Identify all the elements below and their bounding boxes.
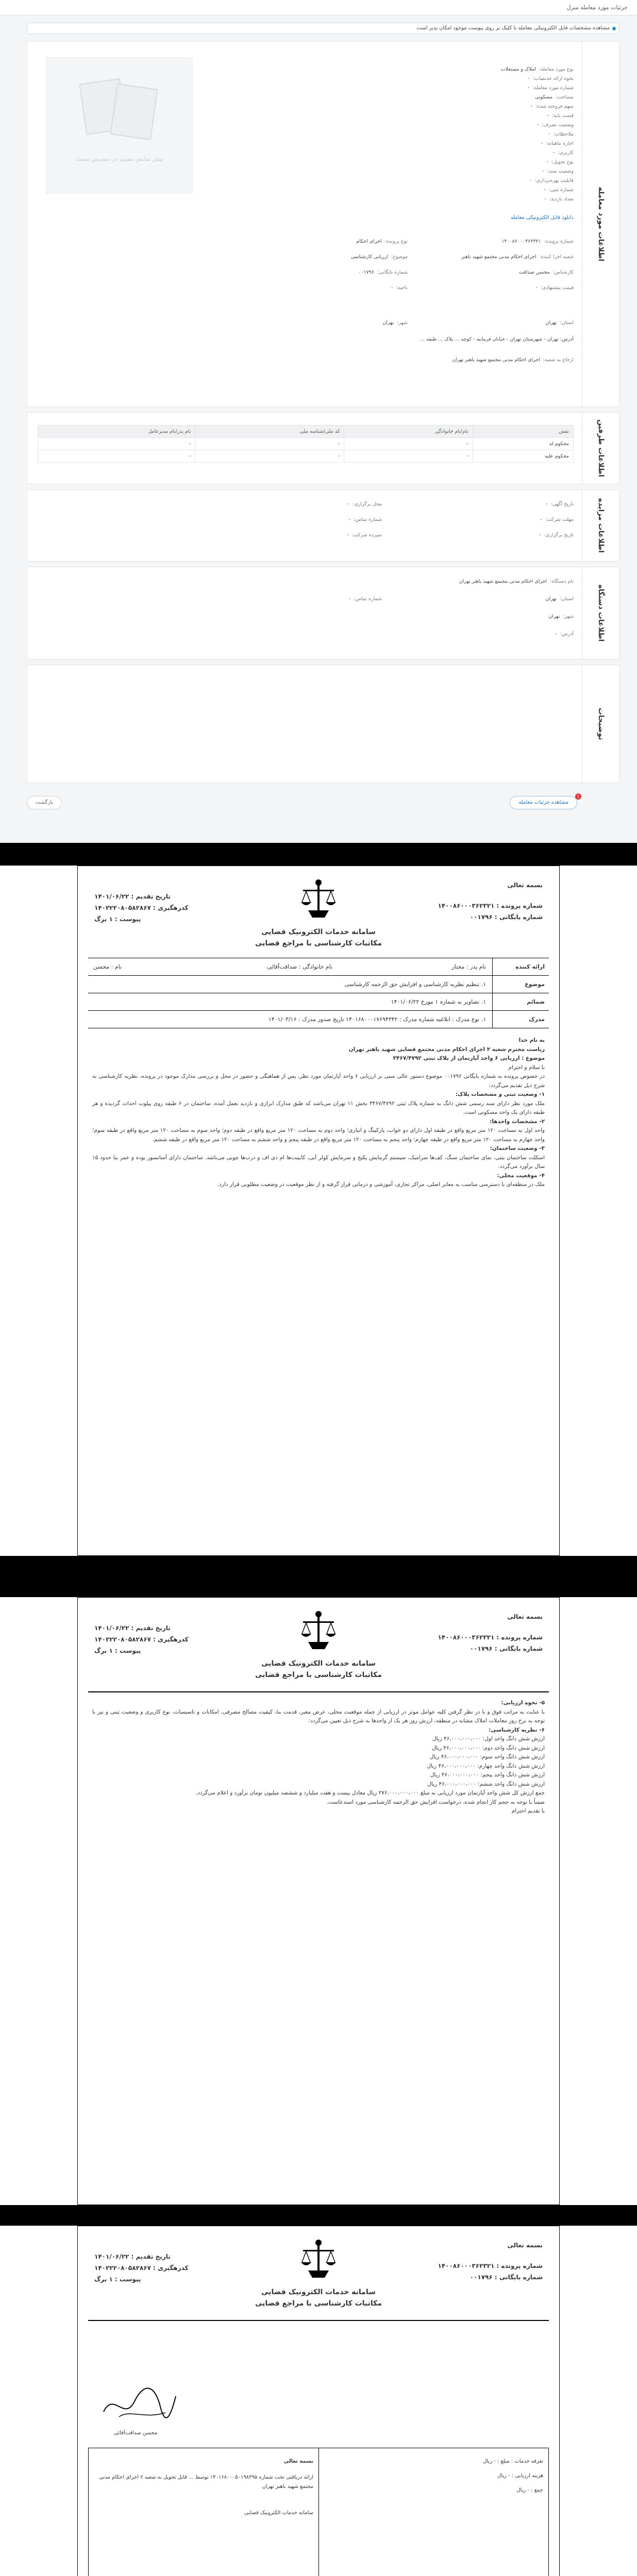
header-org: سامانه خدمات الکترونیک قضایی bbox=[261, 1659, 376, 1668]
fee-box-divider bbox=[318, 2448, 319, 2576]
header-archive-no: شماره بایگانی : ۰۰۱۷۹۶ bbox=[470, 913, 543, 921]
report-header bbox=[88, 2226, 549, 2324]
body-para: ۴- موقعیت محلی: bbox=[497, 1172, 545, 1179]
meta-row-subject bbox=[88, 976, 549, 993]
judiciary-emblem-icon bbox=[298, 876, 339, 923]
body-para: ارزش شش دانگ واحد دوم: ۴۶،۰۰۰،۰۰۰،۰۰۰ ریال bbox=[432, 1744, 545, 1751]
office-label: اطلاعات دستگاه bbox=[596, 584, 605, 642]
report-meta-table bbox=[88, 958, 549, 1028]
deal-row: مساحت:مسکونی bbox=[534, 94, 574, 100]
placeholder-text: پیش نمایش تصویر در دسترس نیست bbox=[75, 156, 163, 162]
body-para: با تقدیم احترام bbox=[511, 1808, 545, 1814]
office-row: آدرس:- bbox=[555, 631, 574, 637]
fee-line: هزینه ارزیابی : - ریال bbox=[497, 2473, 543, 2479]
description-label-cell bbox=[582, 665, 619, 783]
reg-row: شماره پرونده:۱۴۰۰۸۶۰۰۰۳۶۲۳۲۱ bbox=[501, 239, 574, 244]
meta-value: نام پدر : مختار bbox=[451, 963, 486, 970]
header-attachment: پیوست : ۱ برگ bbox=[94, 1647, 141, 1654]
header-file-no: شماره پرونده : ۱۴۰۰۸۶۰۰۰۳۶۲۳۲۱ bbox=[438, 902, 543, 909]
reg-row: قیمت پیشنهادی:- bbox=[535, 285, 574, 291]
fee-line: جمع : - ریال bbox=[516, 2487, 543, 2493]
receipt-text: ارائه دریافتی تحت شماره ۱۴۰۱۶۸۰۰۰۵۰۱۹۸۳۹۵ توسط ... قابل تحویل به شعبه ۲ اجرای احکام مدنی مجتمع شهید باهنر تهران bbox=[99, 2475, 313, 2489]
table-header: نقش bbox=[473, 426, 573, 438]
header-org: سامانه خدمات الکترونیک قضایی bbox=[261, 2288, 376, 2296]
reg-row: ناحیه:- bbox=[391, 285, 408, 291]
parties-section bbox=[27, 412, 619, 484]
judiciary-emblem-icon bbox=[298, 2236, 339, 2283]
parties-label: اطلاعات طرفین bbox=[596, 419, 605, 477]
auction-label-cell bbox=[582, 490, 619, 561]
header-attachment: پیوست : ۱ برگ bbox=[94, 2276, 141, 2283]
meta-value: نام : محسن bbox=[93, 963, 122, 970]
body-para: اسکلت ساختمان بتنی، نمای ساختمان سنگ، کف‌ها سرامیک، سیستم گرمایش پکیج و سرمایش کولر آبی، کابینت‌ها ام دی اف و درب‌ها چوبی می‌باشد. ساختمان دارای آسانسور بوده و عمر بنا حدود ۱۵ سال برآورد می‌گردد. bbox=[92, 1154, 545, 1170]
table-header: کد ملی/شناسه ملی bbox=[195, 426, 344, 438]
info-alert-text: مشاهده مشخصات فایل الکترونیکی معامله با کلیک بر روی پیوست موجود امکان پذیر است bbox=[416, 25, 610, 31]
deal-row: شماره مورد معامله:- bbox=[527, 85, 574, 91]
view-deal-button[interactable]: مشاهده جزئیات معامله bbox=[510, 796, 577, 809]
deal-info-section bbox=[27, 41, 619, 407]
deal-row: سهم فروخته شده:- bbox=[530, 104, 574, 109]
body-para: ارزش شش دانگ واحد ششم: ۴۶،۰۰۰،۰۰۰،۰۰۰ ریال bbox=[427, 1781, 545, 1787]
body-para: در خصوص پرونده به شماره بایگانی ۰۰۱۷۹۶ موضوع دستور عالی مبنی بر ارزیابی ۶ واحد آپارتمان مورد نظر، پس از هماهنگی و حضور در محل و بررسی مدارک موجود در پرونده، نظریه کارشناسی به شرح ذیل تقدیم می‌گردد: bbox=[92, 1073, 545, 1089]
meta-value: نام خانوادگی : صداقت‌آقائی bbox=[267, 963, 332, 970]
deal-row: تعداد بازدید:- bbox=[544, 196, 574, 202]
body-para: با سلام و احترام bbox=[508, 1064, 545, 1071]
office-row: شهر:تهران bbox=[548, 614, 574, 619]
header-archive-no: شماره بایگانی : ۰۰۱۷۹۶ bbox=[470, 2274, 543, 2281]
report-header bbox=[88, 1598, 549, 1696]
body-para: ۱- وضعیت ثبتی و مشخصات پلاک: bbox=[455, 1091, 545, 1097]
window-title: جزئیات مورد معامله منزل bbox=[566, 4, 628, 11]
document-icon bbox=[110, 83, 158, 140]
header-org: سامانه خدمات الکترونیک قضایی bbox=[261, 928, 376, 936]
expert-report-page-3 bbox=[77, 2226, 560, 2576]
window-title-bar bbox=[0, 0, 637, 15]
auction-section bbox=[27, 489, 619, 562]
deal-row: کاربری:- bbox=[553, 150, 574, 156]
image-placeholder bbox=[46, 57, 193, 194]
fee-line: تعرفه خدمات : مبلغ : - ریال bbox=[483, 2459, 543, 2464]
header-submit-date: تاریخ تقدیم : ۱۴۰۱/۰۶/۲۲ bbox=[94, 893, 171, 900]
header-org-sub: مکاتبات کارشناسی با مراجع قضایی bbox=[255, 2299, 382, 2308]
office-label-cell bbox=[582, 567, 619, 659]
deal-row: اجاره ماهیانه:- bbox=[541, 141, 574, 146]
auction-row: مهلت شرکت:- bbox=[540, 517, 574, 522]
header-bismillah: بسمه تعالی bbox=[507, 1613, 543, 1620]
table-cell: محکوم علیه bbox=[473, 450, 573, 463]
deal-row: قیمت پایه:- bbox=[547, 113, 574, 118]
body-para: واحد اول به مساحت ۱۲۰ متر مربع واقع در طبقه اول دارای دو خواب، پارکینگ و انباری؛ واحد دوم به مساحت ۱۲۰ متر مربع واقع در طبقه دوم؛ واحد سوم به مساحت ۱۲۰ متر مربع واقع در طبقه سوم؛ واحد چهارم به مساحت ۱۲۰ متر مربع واقع در طبقه چهارم؛ واحد پنجم به مساحت ۱۲۰ متر مربع واقع در طبقه پنجم و واحد ششم به مساحت ۱۲۰ متر مربع واقع در طبقه ششم. bbox=[92, 1127, 545, 1143]
table-header: نام/نام خانوادگی bbox=[344, 426, 473, 438]
meta-key: ارائه کننده bbox=[492, 958, 549, 976]
deal-row: نحوه ارائه حدنصاب:- bbox=[528, 76, 574, 81]
office-row: شماره تماس:- bbox=[348, 596, 382, 602]
parties-label-cell bbox=[582, 413, 619, 484]
body-para: ضمناً با توجه به حجم کار انجام شده، درخواست افزایش حق الزحمه کارشناسی مورد استدعاست. bbox=[326, 1799, 545, 1805]
header-divider bbox=[88, 1691, 549, 1692]
header-submit-date: تاریخ تقدیم : ۱۴۰۱/۰۶/۲۲ bbox=[94, 1624, 171, 1632]
body-para: ارزش شش دانگ واحد اول: ۴۶،۰۰۰،۰۰۰،۰۰۰ ریال bbox=[432, 1736, 545, 1742]
body-para: ۳- وضعیت ساختمان: bbox=[490, 1145, 545, 1151]
auction-row: تاریخ برگزاری:- bbox=[539, 532, 574, 538]
header-org-sub: مکاتبات کارشناسی با مراجع قضایی bbox=[255, 939, 382, 947]
header-tracking-code: کدرهگیری : ۱۴۰۲۲۲۰۸۰۵۸۲۸۶۷ bbox=[94, 904, 189, 911]
header-file-no: شماره پرونده : ۱۴۰۰۸۶۰۰۰۳۶۲۳۲۱ bbox=[438, 1634, 543, 1641]
reg-row: نوع پرونده:اجرای احکام bbox=[356, 239, 408, 244]
deal-info-label: اطلاعات مورد معامله bbox=[596, 187, 605, 262]
expert-report-page-2 bbox=[77, 1597, 560, 2205]
header-attachment: پیوست : ۱ برگ bbox=[94, 916, 141, 923]
office-row: نام دستگاه:اجرای احکام مدنی مجتمع شهید باهنر تهران bbox=[459, 579, 574, 584]
body-para: با عنایت به مراتب فوق و با در نظر گرفتن کلیه عوامل موثر در ارزیابی از جمله موقعیت محلی، عرض معبر، قدمت بنا، کیفیت مصالح مصرفی، امکانات و تاسیسات، نوع کاربری و وضعیت ثبتی و نیز با توجه به نرخ روز معاملات املاک مشابه در منطقه، ارزش روز هر یک از واحدها به شرح ذیل تعیین می‌گردد: bbox=[92, 1708, 545, 1724]
header-org-sub: مکاتبات کارشناسی با مراجع قضایی bbox=[255, 1671, 382, 1679]
notification-badge: 1 bbox=[575, 793, 581, 800]
body-para: جمع ارزش کل شش واحد آپارتمان مورد ارزیابی به مبلغ ۲۷۶،۰۰۰،۰۰۰،۰۰۰ ریال معادل بیست و هفت میلیارد و ششصد میلیون تومان برآورد و اعلام می‌گردد. bbox=[195, 1790, 545, 1796]
separator-band bbox=[0, 843, 637, 866]
back-button[interactable]: بازگشت bbox=[27, 796, 62, 809]
separator-band bbox=[0, 1556, 637, 1597]
receipt-title: بسمه تعالی bbox=[283, 2459, 313, 2464]
body-para: ریاست محترم شعبه ۲ اجرای احکام مدنی مجتمع قضایی شهید باهنر تهران bbox=[348, 1046, 545, 1053]
reg-row: کارشناس:محسن صداقت bbox=[518, 269, 574, 275]
report-body-2 bbox=[92, 1699, 545, 2162]
header-tracking-code: کدرهگیری : ۱۴۰۲۲۲۰۸۰۵۸۲۸۶۷ bbox=[94, 2264, 189, 2272]
body-para: ارزش شش دانگ واحد چهارم: ۴۶،۰۰۰،۰۰۰،۰۰۰ ریال bbox=[427, 1762, 545, 1769]
table-cell: محکوم له bbox=[473, 438, 573, 450]
header-tracking-code: کدرهگیری : ۱۴۰۲۲۲۰۸۰۵۸۲۸۶۷ bbox=[94, 1636, 189, 1643]
deal-row: ملاحظات:- bbox=[548, 131, 574, 137]
reg-row: شعبه اجرا کننده:اجرای احکام مدنی مجتمع شهید باهنر bbox=[461, 254, 574, 260]
report-body-1 bbox=[92, 1036, 545, 1546]
table-row bbox=[38, 438, 574, 450]
info-icon bbox=[612, 27, 616, 30]
meta-key: مدرک bbox=[492, 1011, 549, 1028]
header-archive-no: شماره بایگانی : ۰۰۱۷۹۶ bbox=[470, 1645, 543, 1652]
body-para: ۵- نحوه ارزیابی: bbox=[501, 1700, 545, 1706]
meta-row-sender bbox=[88, 958, 549, 976]
deal-row: شماره ثبتی:- bbox=[544, 187, 574, 193]
reg-row: موضوع:ارزیابی کارشناسی bbox=[350, 254, 408, 260]
reg-row: شماره بایگانی:۰۰۱۷۹۶ bbox=[358, 269, 408, 275]
table-cell: - bbox=[195, 438, 344, 450]
auction-row: شماره تماس:- bbox=[348, 517, 382, 522]
description-section bbox=[27, 665, 619, 783]
case-details-screen bbox=[0, 0, 637, 843]
expert-report-page-1 bbox=[77, 866, 560, 1556]
meta-row-attachments bbox=[88, 993, 549, 1011]
table-cell: - bbox=[344, 438, 473, 450]
deal-row: نوع تحویل:- bbox=[546, 159, 574, 165]
table-header: نام پدر/نام مدیرعامل bbox=[38, 426, 195, 438]
body-para: ملک مورد نظر دارای سند رسمی شش دانگ به شماره پلاک ثبتی ۳۴۶۷/۴۷۹۲ بخش ۱۱ تهران می‌باشد که طبق مدارک ابرازی و بازدید بعمل آمده، ساختمان در ۶ طبقه روی پیلوت احداث گردیده و هر طبقه دارای یک واحد مسکونی است. bbox=[92, 1100, 545, 1115]
fee-box bbox=[88, 2448, 549, 2576]
office-row: ارجاع به شعبه:اجرای احکام مدنی مجتمع شهید باهنر تهران bbox=[452, 357, 574, 363]
handwritten-signature-icon bbox=[98, 2381, 181, 2427]
table-cell: - bbox=[195, 450, 344, 463]
auction-label: اطلاعات مزایده bbox=[596, 498, 605, 553]
judiciary-emblem-icon bbox=[298, 1608, 339, 1654]
table-cell: - bbox=[344, 450, 473, 463]
location-row: شهر:تهران bbox=[382, 320, 408, 326]
parties-table bbox=[38, 425, 574, 463]
auction-row: محل برگزاری:- bbox=[347, 501, 382, 507]
address-row: آدرس: تهران - شهرستان تهران - خیابان فرمانیه - کوچه ... پلاک ... طبقه ... bbox=[420, 336, 574, 342]
receipt-org: سامانه خدمات الکترونیک قضایی bbox=[244, 2510, 313, 2516]
office-row: استان:تهران bbox=[545, 596, 574, 602]
table-header-row bbox=[38, 426, 574, 438]
auction-row: تاریخ آگهی:- bbox=[545, 501, 574, 507]
deal-row: وضعیت سند:- bbox=[542, 168, 574, 174]
body-para: ملک در منطقه‌ای با دسترسی مناسب به معابر اصلی، مراکز تجاری، آموزشی و درمانی قرار گرفته و از نظر موقعیت در وضعیت مطلوبی قرار دارد. bbox=[217, 1181, 545, 1188]
info-alert bbox=[27, 23, 619, 34]
separator-band bbox=[0, 2205, 637, 2226]
header-divider bbox=[88, 2320, 549, 2321]
meta-key: موضوع bbox=[492, 976, 549, 993]
meta-row-document bbox=[88, 1011, 549, 1028]
deal-row: وضعیت تصرف:- bbox=[537, 122, 574, 128]
header-file-no: شماره پرونده : ۱۴۰۰۸۶۰۰۰۳۶۲۳۲۱ bbox=[438, 2262, 543, 2269]
table-row bbox=[38, 450, 574, 463]
body-para: موضوع : ارزیابی ۶ واحد آپارتمان از پلاک ثبتی ۳۴۶۷/۴۷۹۲ bbox=[393, 1055, 545, 1061]
download-file-link[interactable]: دانلود فایل الکترونیکی معامله bbox=[510, 215, 574, 221]
table-cell: - bbox=[38, 450, 195, 463]
body-para: ۲- مشخصات واحدها: bbox=[490, 1118, 545, 1125]
deal-info-label-cell bbox=[582, 42, 619, 406]
header-submit-date: تاریخ تقدیم : ۱۴۰۱/۰۶/۲۲ bbox=[94, 2253, 171, 2260]
meta-value: ۱. تصاویر به شماره ۱ مورخ ۱۴۰۱/۰۶/۲۲ bbox=[391, 998, 486, 1005]
header-bismillah: بسمه تعالی bbox=[507, 2242, 543, 2249]
auction-row: سپرده شرکت:- bbox=[347, 532, 382, 538]
meta-value: ۱. تنظیم نظریه کارشناسی و افزایش حق الزحمه کارشناسی bbox=[344, 981, 486, 988]
deal-row: نوع مورد معامله:املاک و مستغلات bbox=[500, 66, 574, 72]
signer-name: محسن صداقت‌آقائی bbox=[114, 2430, 158, 2436]
meta-key: ضمائم bbox=[492, 993, 549, 1011]
meta-value: ۱. نوع مدرک : ابلاغیه شماره مدرک : ۱۴۰۱۶۸۰۰۰۱۷۶۹۴۳۴۲ تاریخ صدور مدرک : ۱۴۰۱/۰۳/۱۶ bbox=[268, 1016, 486, 1023]
body-para: ارزش شش دانگ واحد پنجم: ۴۶،۰۰۰،۰۰۰،۰۰۰ ریال bbox=[430, 1772, 545, 1778]
description-label: توضیحات bbox=[596, 707, 605, 740]
office-section bbox=[27, 567, 619, 659]
location-row: استان:تهران bbox=[545, 320, 574, 326]
body-para: ۶- نظریه کارشناسی: bbox=[489, 1726, 545, 1733]
body-para: به نام خدا bbox=[518, 1037, 545, 1043]
table-cell: - bbox=[38, 438, 195, 450]
header-bismillah: بسمه تعالی bbox=[507, 882, 543, 889]
report-header bbox=[88, 866, 549, 964]
deal-row: قابلیت بهره‌برداری:- bbox=[529, 178, 574, 183]
body-para: ارزش شش دانگ واحد سوم: ۴۶،۰۰۰،۰۰۰،۰۰۰ ریال bbox=[429, 1754, 545, 1760]
